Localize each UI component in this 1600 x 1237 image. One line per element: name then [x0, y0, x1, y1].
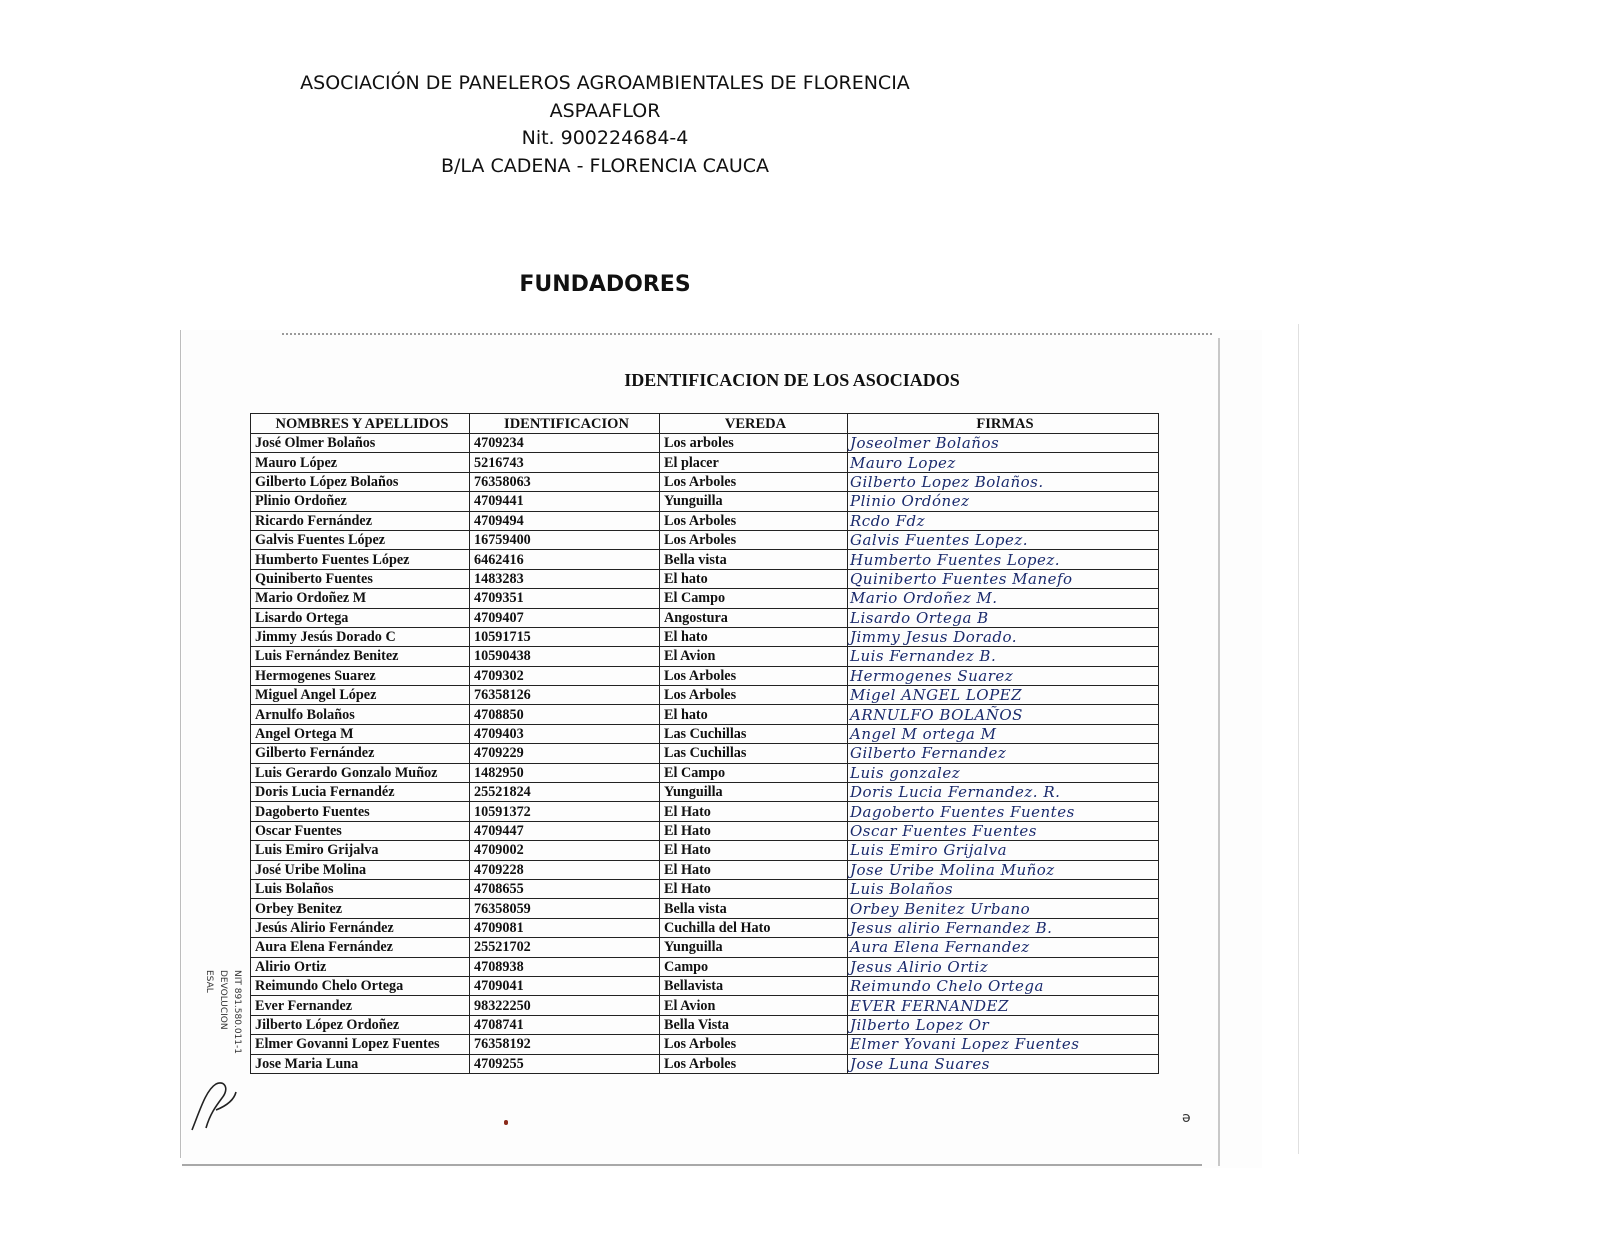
- table-row: [251, 666, 1159, 685]
- member-signature: ARNULFO BOLAÑOS: [848, 705, 1159, 724]
- member-name: José Uribe Molina: [251, 860, 470, 879]
- member-vereda: Los arboles: [660, 434, 848, 453]
- column-header-signature: FIRMAS: [848, 414, 1159, 434]
- member-id: 4709403: [470, 724, 660, 743]
- members-table: [250, 413, 1159, 1074]
- member-vereda: El Avion: [660, 647, 848, 666]
- table-row: [251, 492, 1159, 511]
- table-row: [251, 453, 1159, 472]
- member-id: 4709494: [470, 511, 660, 530]
- table-row: [251, 511, 1159, 530]
- table-row: [251, 744, 1159, 763]
- stamp-text: ESAL: [204, 970, 214, 993]
- member-id: 4708741: [470, 1015, 660, 1034]
- member-id: 25521824: [470, 783, 660, 802]
- table-row: [251, 957, 1159, 976]
- member-vereda: El Hato: [660, 860, 848, 879]
- table-row: [251, 472, 1159, 491]
- table-row: [251, 1054, 1159, 1073]
- member-signature: Rcdo Fdz: [848, 511, 1159, 530]
- member-signature: Aura Elena Fernandez: [848, 938, 1159, 957]
- member-id: 25521702: [470, 938, 660, 957]
- member-id: 1483283: [470, 569, 660, 588]
- table-row: [251, 434, 1159, 453]
- table-row: [251, 530, 1159, 549]
- member-id: 4709441: [470, 492, 660, 511]
- member-name: Hermogenes Suarez: [251, 666, 470, 685]
- association-nit: Nit. 900224684-4: [521, 127, 689, 149]
- table-row: [251, 841, 1159, 860]
- member-signature: Jesus alirio Fernandez B.: [848, 918, 1159, 937]
- member-name: Luis Bolaños: [251, 879, 470, 898]
- association-name: ASOCIACIÓN DE PANELEROS AGROAMBIENTALES DE FLORENCIA: [300, 72, 910, 94]
- member-name: Dagoberto Fuentes: [251, 802, 470, 821]
- member-name: Ever Fernandez: [251, 996, 470, 1015]
- member-id: 76358063: [470, 472, 660, 491]
- table-row: [251, 550, 1159, 569]
- member-signature: Luis gonzalez: [848, 763, 1159, 782]
- member-name: Reimundo Chelo Ortega: [251, 976, 470, 995]
- member-signature: Doris Lucia Fernandez. R.: [848, 783, 1159, 802]
- member-vereda: Yunguilla: [660, 938, 848, 957]
- scan-edge: [1218, 338, 1220, 1166]
- table-row: [251, 899, 1159, 918]
- table-row: [251, 783, 1159, 802]
- member-id: 4709447: [470, 821, 660, 840]
- member-signature: Hermogenes Suarez: [848, 666, 1159, 685]
- table-row: [251, 938, 1159, 957]
- member-name: Jilberto López Ordoñez: [251, 1015, 470, 1034]
- member-vereda: El Campo: [660, 763, 848, 782]
- member-id: 4709234: [470, 434, 660, 453]
- member-name: Luis Gerardo Gonzalo Muñoz: [251, 763, 470, 782]
- member-id: 16759400: [470, 530, 660, 549]
- member-signature: Dagoberto Fuentes Fuentes: [848, 802, 1159, 821]
- member-signature: Plinio Ordónez: [848, 492, 1159, 511]
- member-id: 4709407: [470, 608, 660, 627]
- member-name: Lisardo Ortega: [251, 608, 470, 627]
- member-signature: Mario Ordoñez M.: [848, 589, 1159, 608]
- table-row: [251, 976, 1159, 995]
- member-signature: Migel ANGEL LOPEZ: [848, 686, 1159, 705]
- member-vereda: Bella vista: [660, 550, 848, 569]
- member-vereda: El Hato: [660, 879, 848, 898]
- member-vereda: Cuchilla del Hato: [660, 918, 848, 937]
- member-signature: Reimundo Chelo Ortega: [848, 976, 1159, 995]
- stamp-text: DEVOLUCION: [218, 970, 228, 1030]
- member-signature: Orbey Benitez Urbano: [848, 899, 1159, 918]
- member-vereda: El placer: [660, 453, 848, 472]
- member-vereda: El hato: [660, 627, 848, 646]
- column-header-id: IDENTIFICACION: [470, 414, 660, 434]
- member-name: Plinio Ordoñez: [251, 492, 470, 511]
- member-id: 4709255: [470, 1054, 660, 1073]
- table-body: [251, 434, 1159, 1074]
- member-id: 10591715: [470, 627, 660, 646]
- table-row: [251, 1035, 1159, 1054]
- member-name: Jesús Alirio Fernández: [251, 918, 470, 937]
- scan-edge: [180, 330, 181, 1158]
- member-id: 4708655: [470, 879, 660, 898]
- member-id: 4708850: [470, 705, 660, 724]
- letterhead: [300, 70, 910, 180]
- table-row: [251, 705, 1159, 724]
- member-id: 4709002: [470, 841, 660, 860]
- member-name: Jimmy Jesús Dorado C: [251, 627, 470, 646]
- table-header-row: [251, 414, 1159, 434]
- member-signature: Jimmy Jesus Dorado.: [848, 627, 1159, 646]
- member-id: 6462416: [470, 550, 660, 569]
- member-name: Doris Lucia Fernandéz: [251, 783, 470, 802]
- member-name: Jose Maria Luna: [251, 1054, 470, 1073]
- member-signature: Jose Luna Suares: [848, 1054, 1159, 1073]
- member-signature: Lisardo Ortega B: [848, 608, 1159, 627]
- member-signature: Jose Uribe Molina Muñoz: [848, 860, 1159, 879]
- member-vereda: Bella vista: [660, 899, 848, 918]
- member-name: Gilberto Fernández: [251, 744, 470, 763]
- table-row: [251, 589, 1159, 608]
- member-vereda: El hato: [660, 569, 848, 588]
- member-id: 4709302: [470, 666, 660, 685]
- member-vereda: Los Arboles: [660, 511, 848, 530]
- table-title: IDENTIFICACION DE LOS ASOCIADOS: [624, 370, 960, 390]
- member-id: 10591372: [470, 802, 660, 821]
- scan-edge: [282, 333, 1212, 335]
- member-id: 76358126: [470, 686, 660, 705]
- association-acronym: ASPAAFLOR: [549, 99, 661, 122]
- member-name: Galvis Fuentes López: [251, 530, 470, 549]
- table-row: [251, 608, 1159, 627]
- member-vereda: Los Arboles: [660, 666, 848, 685]
- member-vereda: Bellavista: [660, 976, 848, 995]
- member-name: Aura Elena Fernández: [251, 938, 470, 957]
- scan-speck: [504, 1120, 508, 1125]
- stamp-text: NIT 891.580.011-1: [232, 970, 242, 1054]
- scanned-roster: [182, 330, 1262, 1168]
- member-name: Orbey Benitez: [251, 899, 470, 918]
- member-vereda: Las Cuchillas: [660, 744, 848, 763]
- member-name: Arnulfo Bolaños: [251, 705, 470, 724]
- table-row: [251, 1015, 1159, 1034]
- member-vereda: Campo: [660, 957, 848, 976]
- member-vereda: Los Arboles: [660, 530, 848, 549]
- member-signature: Mauro Lopez: [848, 453, 1159, 472]
- member-name: Luis Emiro Grijalva: [251, 841, 470, 860]
- member-signature: Luis Emiro Grijalva: [848, 841, 1159, 860]
- table-row: [251, 686, 1159, 705]
- member-vereda: Las Cuchillas: [660, 724, 848, 743]
- member-name: Alirio Ortiz: [251, 957, 470, 976]
- member-vereda: El Avion: [660, 996, 848, 1015]
- member-signature: EVER FERNANDEZ: [848, 996, 1159, 1015]
- member-vereda: Los Arboles: [660, 686, 848, 705]
- member-vereda: Angostura: [660, 608, 848, 627]
- section-title: FUNDADORES: [519, 272, 691, 297]
- scan-edge: [1298, 324, 1299, 1154]
- member-signature: Quiniberto Fuentes Manefo: [848, 569, 1159, 588]
- member-signature: Angel M ortega M: [848, 724, 1159, 743]
- member-name: Oscar Fuentes: [251, 821, 470, 840]
- member-name: Miguel Angel López: [251, 686, 470, 705]
- member-vereda: El Hato: [660, 802, 848, 821]
- member-name: Quiniberto Fuentes: [251, 569, 470, 588]
- member-vereda: Los Arboles: [660, 1035, 848, 1054]
- table-row: [251, 724, 1159, 743]
- member-name: Mauro López: [251, 453, 470, 472]
- table-row: [251, 860, 1159, 879]
- member-vereda: Los Arboles: [660, 1054, 848, 1073]
- member-signature: Oscar Fuentes Fuentes: [848, 821, 1159, 840]
- member-id: 4709351: [470, 589, 660, 608]
- member-name: Elmer Govanni Lopez Fuentes: [251, 1035, 470, 1054]
- member-vereda: Bella Vista: [660, 1015, 848, 1034]
- member-id: 4709041: [470, 976, 660, 995]
- member-id: 4708938: [470, 957, 660, 976]
- column-header-vereda: VEREDA: [660, 414, 848, 434]
- member-vereda: El Hato: [660, 821, 848, 840]
- member-signature: Jilberto Lopez Or: [848, 1015, 1159, 1034]
- member-signature: Humberto Fuentes Lopez.: [848, 550, 1159, 569]
- member-name: José Olmer Bolaños: [251, 434, 470, 453]
- member-vereda: El hato: [660, 705, 848, 724]
- member-signature: Elmer Yovani Lopez Fuentes: [848, 1035, 1159, 1054]
- member-name: Gilberto López Bolaños: [251, 472, 470, 491]
- member-name: Angel Ortega M: [251, 724, 470, 743]
- member-id: 4709081: [470, 918, 660, 937]
- member-vereda: El Hato: [660, 841, 848, 860]
- scan-edge: [182, 1164, 1202, 1166]
- member-id: 5216743: [470, 453, 660, 472]
- member-id: 76358192: [470, 1035, 660, 1054]
- member-id: 76358059: [470, 899, 660, 918]
- table-row: [251, 918, 1159, 937]
- stamp-signature-icon: [186, 1070, 242, 1134]
- member-id: 1482950: [470, 763, 660, 782]
- column-header-name: NOMBRES Y APELLIDOS: [251, 414, 470, 434]
- member-name: Mario Ordoñez M: [251, 589, 470, 608]
- member-signature: Luis Bolaños: [848, 879, 1159, 898]
- table-row: [251, 996, 1159, 1015]
- table-row: [251, 627, 1159, 646]
- table-row: [251, 879, 1159, 898]
- member-signature: Gilberto Lopez Bolaños.: [848, 472, 1159, 491]
- table-row: [251, 763, 1159, 782]
- member-id: 10590438: [470, 647, 660, 666]
- member-signature: Luis Fernandez B.: [848, 647, 1159, 666]
- table-row: [251, 821, 1159, 840]
- association-address: B/LA CADENA - FLORENCIA CAUCA: [440, 154, 770, 177]
- table-row: [251, 802, 1159, 821]
- member-name: Luis Fernández Benitez: [251, 647, 470, 666]
- member-signature: Jesus Alirio Ortiz: [848, 957, 1159, 976]
- member-signature: Galvis Fuentes Lopez.: [848, 530, 1159, 549]
- member-vereda: Los Arboles: [660, 472, 848, 491]
- table-row: [251, 569, 1159, 588]
- page-mark: ə: [1182, 1110, 1191, 1126]
- member-name: Ricardo Fernández: [251, 511, 470, 530]
- member-id: 4709229: [470, 744, 660, 763]
- member-name: Humberto Fuentes López: [251, 550, 470, 569]
- member-id: 98322250: [470, 996, 660, 1015]
- member-id: 4709228: [470, 860, 660, 879]
- member-vereda: El Campo: [660, 589, 848, 608]
- member-signature: Joseolmer Bolaños: [848, 434, 1159, 453]
- member-vereda: Yunguilla: [660, 783, 848, 802]
- member-vereda: Yunguilla: [660, 492, 848, 511]
- table-row: [251, 647, 1159, 666]
- member-signature: Gilberto Fernandez: [848, 744, 1159, 763]
